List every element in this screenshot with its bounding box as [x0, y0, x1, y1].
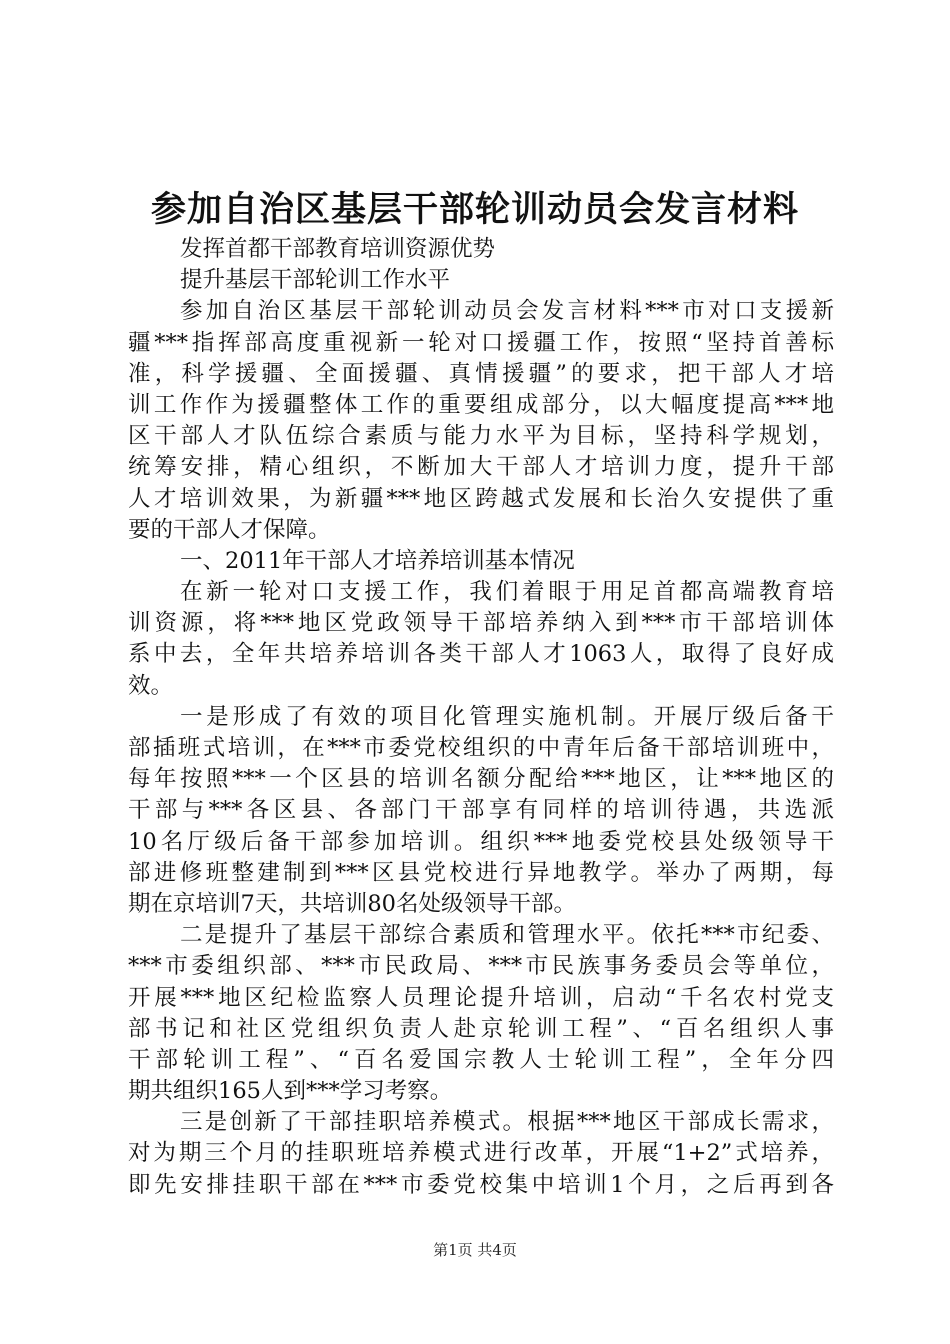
paragraph-line: ***市委组织部、***市民政局、***市民族事务委员会等单位， [128, 953, 834, 980]
paragraph-line: 每年按照***一个区县的培训名额分配给***地区，让***地区的 [128, 766, 834, 793]
paragraph-line: 期共组织165人到***学习考察。 [128, 1078, 453, 1105]
paragraph-line: 训资源，将***地区党政领导干部培养纳入到***市干部培训体 [128, 610, 834, 637]
paragraph-line: 在新一轮对口支援工作，我们着眼于用足首都高端教育培 [180, 579, 834, 606]
paragraph-line: 准，科学援疆、全面援疆、真情援疆”的要求，把干部人才培 [128, 360, 834, 387]
paragraph-line: 一是形成了有效的项目化管理实施机制。开展厅级后备干 [180, 703, 834, 730]
paragraph-line: 对为期三个月的挂职班培养模式进行改革，开展“1+2”式培养， [128, 1140, 834, 1167]
document-title: 参加自治区基层干部轮训动员会发言材料 [150, 190, 799, 230]
paragraph-line: 区干部人才队伍综合素质与能力水平为目标，坚持科学规划， [128, 423, 834, 450]
section-heading: 一、2011年干部人才培养培训基本情况 [180, 547, 575, 574]
paragraph-line: 干部轮训工程”、“百名爱国宗教人士轮训工程”，全年分四 [128, 1046, 834, 1073]
paragraph-line: 人才培训效果，为新疆***地区跨越式发展和长治久安提供了重 [128, 485, 834, 512]
paragraph-line: 疆***指挥部高度重视新一轮对口援疆工作，按照“坚持首善标 [128, 329, 834, 356]
paragraph-line: 三是创新了干部挂职培养模式。根据***地区干部成长需求， [180, 1109, 834, 1136]
paragraph-line: 部插班式培训，在***市委党校组织的中青年后备干部培训班中， [128, 735, 834, 761]
paragraph-line: 部书记和社区党组织负责人赴京轮训工程”、“百名组织人事 [128, 1015, 834, 1042]
subtitle-line: 发挥首都干部教育培训资源优势 [180, 236, 496, 262]
document-body [128, 234, 834, 1201]
subtitle-line: 提升基层干部轮训工作水平 [180, 267, 451, 294]
paragraph-line: 干部与***各区县、各部门干部享有同样的培训待遇，共选派 [128, 797, 834, 824]
paragraph-line: 10名厅级后备干部参加培训。组织***地委党校县处级领导干 [128, 828, 834, 855]
paragraph-line: 效。 [128, 672, 174, 699]
paragraph-line: 统筹安排，精心组织，不断加大干部人才培训力度，提升干部 [128, 454, 834, 481]
paragraph-line: 二是提升了基层干部综合素质和管理水平。依托***市纪委、 [180, 922, 834, 949]
paragraph-line: 部进修班整建制到***区县党校进行异地教学。举办了两期，每 [128, 859, 834, 886]
paragraph-line: 要的干部人才保障。 [128, 516, 331, 543]
paragraph-line: 参加自治区基层干部轮训动员会发言材料***市对口支援新 [180, 298, 834, 325]
paragraph-line: 训工作作为援疆整体工作的重要组成部分，以大幅度提高***地 [128, 391, 834, 418]
paragraph-line: 系中去，全年共培养培训各类干部人才1063人，取得了良好成 [128, 641, 834, 668]
paragraph-line: 即先安排挂职干部在***市委党校集中培训1个月，之后再到各 [128, 1171, 834, 1198]
page-footer: 第1页 共4页 [433, 1241, 517, 1259]
paragraph-line: 期在京培训7天，共培训80名处级领导干部。 [128, 890, 576, 917]
paragraph-line: 开展***地区纪检监察人员理论提升培训，启动“千名农村党支 [128, 984, 834, 1011]
